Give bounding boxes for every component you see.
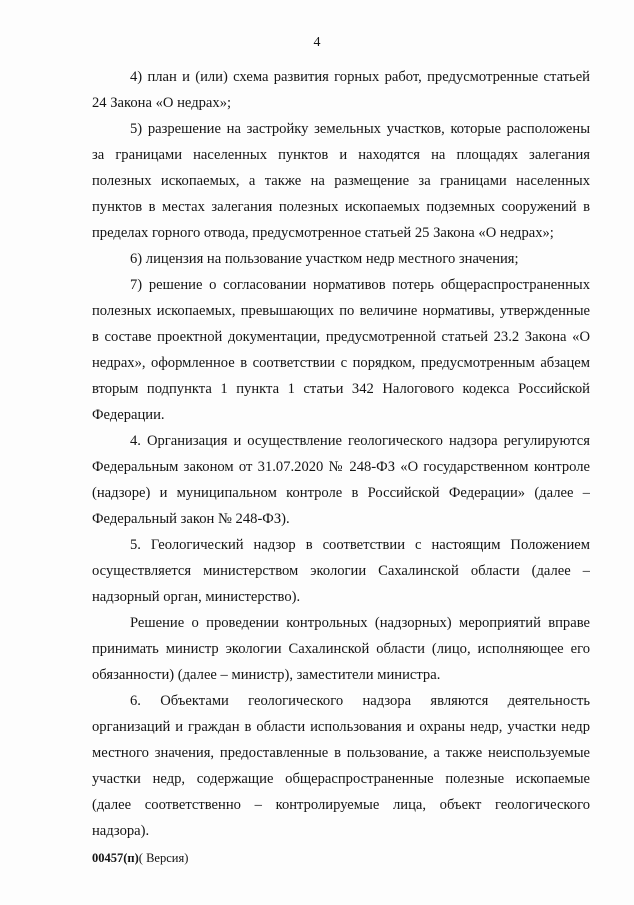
document-version: ( Версия) [138,851,189,865]
text-line: за границами населенных пунктов и находятся на площадях залегания [92,147,590,163]
text-line: 4. Организация и осуществление геологического надзора регулируются [130,433,590,449]
text-line: Федеральным законом от 31.07.2020 № 248-ФЗ «О государственном контроле [92,459,590,475]
text-line: участки недр, содержащие общераспространенные полезные ископаемые [92,771,590,787]
text-line: обязанности) (далее – министр), заместители министра. [92,667,441,683]
text-line: в составе проектной документации, предусмотренной статьей 23.2 Закона «О [92,329,590,345]
document-body [92,64,590,844]
text-line: организаций и граждан в области использования и охраны недр, участки недр [92,719,590,735]
text-line: принимать министр экологии Сахалинской области (лицо, исполняющее его [92,641,590,657]
text-line: пунктов в местах залегания полезных ископаемых подземных сооружений в [92,199,590,215]
text-line: Решение о проведении контрольных (надзорных) мероприятий вправе [130,615,590,631]
document-footer [92,850,188,866]
text-line: (далее соответственно – контролируемые лица, объект геологического [92,797,590,813]
text-line: осуществляется министерством экологии Сахалинской области (далее – [92,563,590,579]
text-line: (надзоре) и муниципальном контроле в Российской Федерации» (далее – [92,485,590,501]
text-line: 6) лицензия на пользование участком недр местного значения; [130,251,519,267]
text-line: 24 Закона «О недрах»; [92,95,232,111]
text-line: недрах», оформленное в соответствии с порядком, предусмотренным абзацем [92,355,590,371]
text-line: Федерации. [92,407,165,423]
text-line: полезных ископаемых, а также на размещение за границами населенных [92,173,590,189]
text-line: 4) план и (или) схема развития горных работ, предусмотренные статьей [130,69,590,85]
text-line: 7) решение о согласовании нормативов потерь общераспространенных [130,277,590,293]
text-line: 5. Геологический надзор в соответствии с настоящим Положением [130,537,590,553]
text-line: местного значения, предоставленные в пользование, а также неиспользуемые [92,745,590,761]
text-line: Федеральный закон № 248-ФЗ). [92,511,290,527]
text-line: полезных ископаемых, превышающих по величине нормативы, утвержденные [92,303,590,319]
page-number: 4 [313,35,321,50]
document-code: 00457(п) [92,851,139,865]
text-line: надзора). [92,823,150,839]
text-line: вторым подпункта 1 пункта 1 статьи 342 Налогового кодекса Российской [92,381,590,397]
text-line: надзорный орган, министерство). [92,589,301,605]
text-line: 6. Объектами геологического надзора являются деятельность [130,693,590,709]
text-line: 5) разрешение на застройку земельных участков, которые расположены [130,121,590,137]
text-line: пределах горного отвода, предусмотренное статьей 25 Закона «О недрах»; [92,225,554,241]
